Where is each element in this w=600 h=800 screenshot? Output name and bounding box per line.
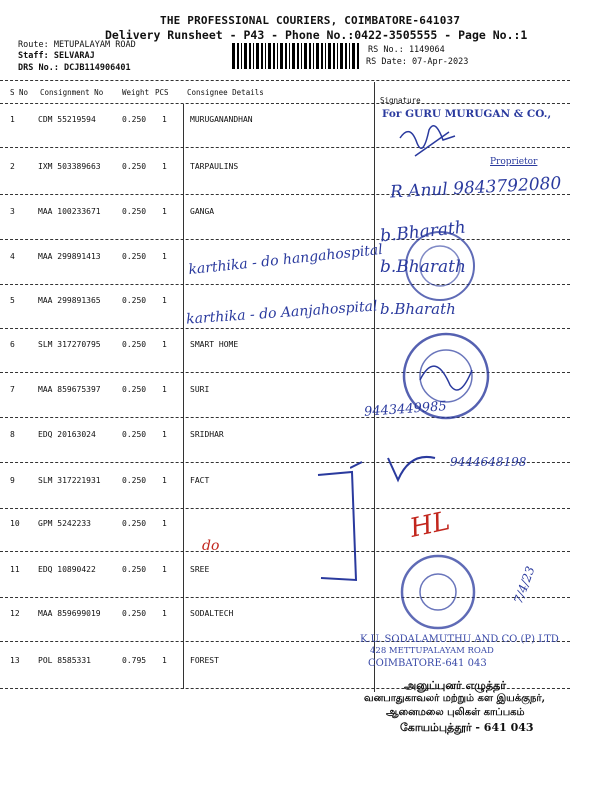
row-serial-number: 5 [10,296,15,305]
row-serial-number: 10 [10,519,20,528]
row-serial-number: 6 [10,340,15,349]
row-weight: 0.250 [122,476,147,485]
row-consignment-number: MAA 100233671 [38,207,101,216]
row-pieces: 1 [162,340,167,349]
proprietor-stamp: Proprietor [490,157,538,167]
row-weight: 0.250 [122,296,147,305]
col-header-consignment: Consignment No [40,88,104,97]
date-row11: 7/4/23 [511,564,538,606]
row-weight: 0.250 [122,252,147,261]
tamil-stamp-line1: அனுப்புனர் எழுத்தர் [404,679,507,692]
row-consignment-number: EDQ 20163024 [38,430,96,439]
col-header-sno: S No [10,88,29,97]
sodalamuthu-stamp-line1: K.U. SODALAMUTHU AND CO (P) LTD [360,634,559,645]
signature-row10: HL [407,506,453,544]
row-serial-number: 8 [10,430,15,439]
row-consignment-number: SLM 317221931 [38,476,101,485]
row-serial-number: 9 [10,476,15,485]
row-serial-number: 3 [10,207,15,216]
drs-number: DRS No.: DCJB114906401 [18,63,131,73]
row-weight: 0.250 [122,162,147,171]
seal-stamp-row11 [398,552,478,632]
row-pieces: 1 [162,115,167,124]
row-separator [0,551,570,552]
row-pieces: 1 [162,430,167,439]
row-separator [0,417,570,418]
row-separator [0,328,570,329]
row-separator [0,147,570,148]
row-consignment-number: POL 8585331 [38,656,91,665]
row-consignment-number: CDM 55219594 [38,115,96,124]
row-consignee-name: TARPAULINS [190,162,239,171]
row-consignment-number: MAA 859675397 [38,385,101,394]
row-serial-number: 13 [10,656,20,665]
row-weight: 0.250 [122,115,147,124]
row-pieces: 1 [162,476,167,485]
row-pieces: 1 [162,296,167,305]
row-consignment-number: IXM 503389663 [38,162,101,171]
row-serial-number: 1 [10,115,15,124]
row-serial-number: 12 [10,609,20,618]
tamil-stamp-line3: ஆனைமலை புலிகள் காப்பகம் [386,707,525,718]
col-header-signature: Signature [380,96,421,105]
row-consignee-name: MURUGANANDHAN [190,115,253,124]
signature-column-divider [374,82,375,692]
row-pieces: 1 [162,656,167,665]
row-serial-number: 4 [10,252,15,261]
row-weight: 0.795 [122,656,147,665]
consignee-row4-handwritten: karthika - do hangahospital [187,241,384,279]
sodalamuthu-stamp-line2: 428 METTUPALAYAM ROAD [370,646,494,656]
tamil-stamp-line4: கோயம்புத்தூர் - 641 043 [400,721,534,734]
row-pieces: 1 [162,207,167,216]
row-separator [0,508,570,509]
row-consignee-name: SREE [190,565,210,574]
row-pieces: 1 [162,565,167,574]
consignee-row10-ditto: do [202,538,220,554]
row-serial-number: 2 [10,162,15,171]
guru-murugan-stamp: For GURU MURUGAN & CO., [382,108,552,120]
row-consignee-name: SMART HOME [190,340,239,349]
barcode-image [232,43,362,69]
row-consignment-number: MAA 299891365 [38,296,101,305]
row-pieces: 1 [162,609,167,618]
row-weight: 0.250 [122,565,147,574]
tamil-stamp-line2: வனபாதுகாவலர் மற்றும் கள இயக்குநர், [364,693,546,704]
signature-row5: b.Bharath [380,300,456,318]
row-serial-number: 11 [10,565,20,574]
row-consignee-name: SRIDHAR [190,430,224,439]
row-consignee-name: FACT [190,476,210,485]
row-separator [0,239,570,240]
signature-row9-tick [350,450,440,490]
col-header-pcs: PCS [155,88,169,97]
row-separator [0,284,570,285]
row-consignment-number: MAA 299891413 [38,252,101,261]
row-pieces: 1 [162,385,167,394]
route-label: Route: METUPALAYAM ROAD [18,40,136,50]
col-header-consignee: Consignee Details [187,88,264,97]
row-consignee-name: SODALTECH [190,609,234,618]
row-consignee-name: SURI [190,385,210,394]
staff-label: Staff: SELVARAJ [18,51,95,61]
row-consignee-name: GANGA [190,207,215,216]
row-weight: 0.250 [122,430,147,439]
report-title: THE PROFESSIONAL COURIERS, COIMBATORE-641037 [160,14,461,27]
report-subtitle: Delivery Runsheet - P43 - Phone No.:0422-3505555 - Page No.:1 [105,28,528,42]
phone-row9: 9444648198 [450,455,527,469]
row-weight: 0.250 [122,340,147,349]
row-weight: 0.250 [122,207,147,216]
row-consignment-number: SLM 317270795 [38,340,101,349]
consignee-column-divider [183,104,184,689]
sodalamuthu-stamp-line3: COIMBATORE-641 043 [368,658,487,669]
row-weight: 0.250 [122,609,147,618]
row-consignment-number: MAA 859699019 [38,609,101,618]
row-pieces: 1 [162,252,167,261]
row-serial-number: 7 [10,385,15,394]
signature-row1 [395,118,475,162]
row-consignment-number: EDQ 10890422 [38,565,96,574]
row-separator [0,372,570,373]
row-pieces: 1 [162,162,167,171]
row-separator [0,597,570,598]
rs-date: RS Date: 07-Apr-2023 [366,57,469,67]
table-top-rule [0,80,570,81]
row-weight: 0.250 [122,519,147,528]
header-bottom-rule [0,103,570,104]
bracket-mark [316,470,366,590]
signature-row2: R Anul 9843792080 [389,173,562,203]
row-consignment-number: GPM 5242233 [38,519,91,528]
signature-row3: b.Bharath [379,217,467,247]
row-weight: 0.250 [122,385,147,394]
col-header-weight: Weight [122,88,150,97]
rs-number: RS No.: 1149064 [368,45,445,55]
signature-row7: 9443449985 [363,399,448,420]
row-consignee-name: FOREST [190,656,219,665]
signature-row4: b.Bharath [380,257,466,277]
row-pieces: 1 [162,519,167,528]
consignee-row5-handwritten: karthika - do Aanjahospital [185,298,378,328]
